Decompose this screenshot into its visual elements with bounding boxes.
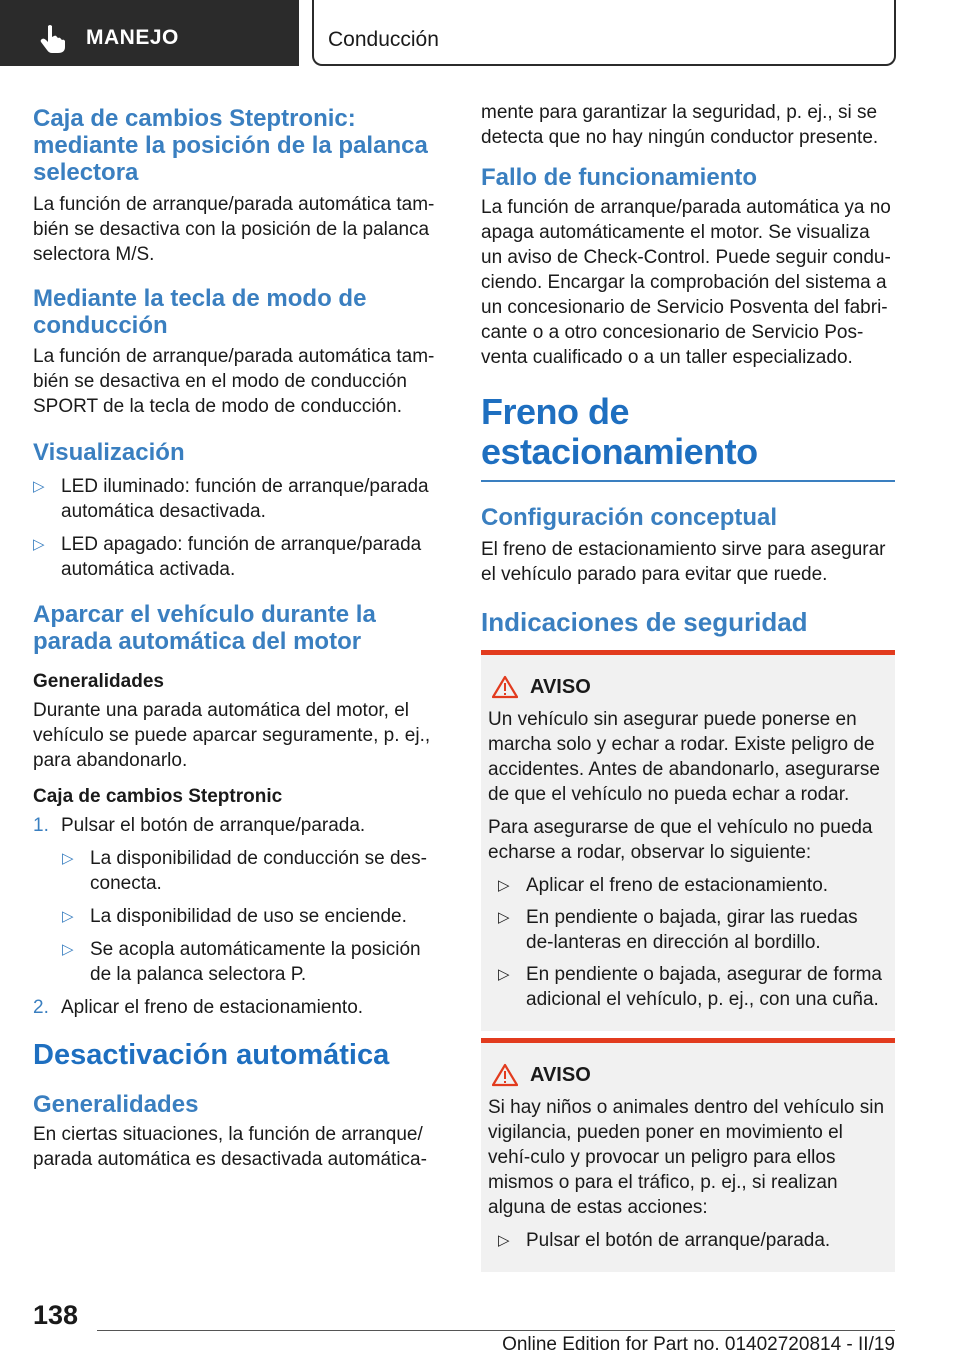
paragraph-continued: mente para garantizar la seguridad, p. ej., si se detecta que no hay ningún conductor presente.	[481, 102, 879, 148]
edition-note: Online Edition for Part no. 01402720814 - II/19	[502, 1334, 895, 1355]
warning-triangle-icon	[492, 675, 518, 699]
hand-pointer-icon	[40, 24, 66, 54]
paragraph-concept: El freno de estacionamiento sirve para asegurar el vehículo parado para evitar que ruede.	[481, 539, 886, 585]
heading-steptronic-selector: Caja de cambios Steptronic: mediante la posición de la palanca selectora	[33, 105, 428, 186]
page-number: 138	[33, 1300, 79, 1330]
right-column	[481, 100, 895, 636]
list-item: ▷ LED apagado: función de arranque/parada automática activada.	[33, 532, 435, 582]
warning-paragraph: Si hay niños o animales dentro del vehículo sin vigilancia, pueden poner en movimiento el vehí-culo y provocar un peligro para ellos mismos o para el tráfico, p. ej., si realizan alguna de estas acciones:	[488, 1097, 885, 1218]
warning-triangle-icon	[492, 1063, 518, 1087]
footer-divider	[97, 1330, 895, 1331]
paragraph-general: Durante una parada automática del motor, el vehículo se puede aparcar seguramente, p. ej., para abandonarlo.	[33, 700, 431, 771]
list-item: ▷ Pulsar el botón de arranque/parada.	[498, 1228, 888, 1253]
list-item: ▷ La disponibilidad de conducción se des-conecta.	[62, 846, 435, 896]
chapter-tab[interactable]	[0, 0, 299, 66]
paragraph-general-2: En ciertas situaciones, la función de arranque/ parada automática es desactivada automática-	[33, 1124, 427, 1170]
section-header	[312, 0, 896, 66]
warning-title: AVISO	[530, 1063, 591, 1086]
heading-automatic-deactivation: Desactivación automática	[33, 1039, 390, 1071]
subheading-steptronic: Caja de cambios Steptronic	[33, 786, 283, 807]
list-item: ▷ La disponibilidad de uso se enciende.	[62, 904, 435, 929]
heading-drive-mode-key: Mediante la tecla de modo de conducción	[33, 285, 367, 339]
warning-paragraph: Un vehículo sin asegurar puede ponerse en marcha solo y echar a rodar. Existe peligro de accidentes. Antes de abandonarlo, asegurarse de que el vehículo no pueda echar a rodar.	[488, 709, 880, 805]
heading-parking-brake: Freno de estacionamiento	[481, 392, 895, 482]
heading-parking-during-stop: Aparcar el vehículo durante la parada automática del motor	[33, 601, 376, 655]
chapter-label: MANEJO	[86, 26, 179, 49]
step-1	[33, 813, 435, 838]
left-column	[33, 100, 435, 1172]
paragraph-malfunction: La función de arranque/parada automática ya no apaga automáticamente el motor. Se visualiza un aviso de Check-Control. Puede seguir condu-ciendo. Encargar la comprobación del sistema a un concesionario de Servicio Posventa del fabri-cante o a otro concesionario de Servicio Pos-venta cualificado o a un taller especializado.	[481, 197, 891, 368]
step-number: 2.	[33, 997, 49, 1018]
warning-title: AVISO	[530, 675, 591, 698]
heading-display: Visualización	[33, 439, 185, 466]
paragraph-drive-mode-key: La función de arranque/parada automática tam-bién se desactiva en el modo de conducción SPORT de la tecla de modo de conducción.	[33, 346, 435, 417]
paragraph-steptronic-selector: La función de arranque/parada automática tam-bién se desactiva con la posición de la palanca selectora M/S.	[33, 194, 435, 265]
warning-box	[481, 1038, 895, 1272]
list-item: ▷ En pendiente o bajada, girar las ruedas de-lanteras en dirección al bordillo.	[498, 905, 888, 955]
step-text: Aplicar el freno de estacionamiento.	[61, 997, 364, 1018]
step-number: 1.	[33, 815, 49, 836]
list-item: ▷ Aplicar el freno de estacionamiento.	[498, 873, 888, 898]
warning-header	[488, 675, 888, 699]
warning-box	[481, 650, 895, 1031]
list-item: ▷ Se acopla automáticamente la posición de la palanca selectora P.	[62, 937, 435, 987]
step-text: Pulsar el botón de arranque/parada.	[61, 815, 366, 836]
heading-general-2: Generalidades	[33, 1091, 199, 1118]
subheading-general: Generalidades	[33, 671, 164, 692]
heading-concept: Configuración conceptual	[481, 504, 778, 531]
step-2	[33, 995, 435, 1020]
section-title: Conducción	[328, 28, 439, 51]
warning-header	[488, 1063, 888, 1087]
list-item: ▷ En pendiente o bajada, asegurar de forma adicional el vehículo, p. ej., con una cuña.	[498, 962, 888, 1012]
warning-paragraph: Para asegurarse de que el vehículo no pueda echarse a rodar, observar lo siguiente:	[488, 817, 873, 863]
heading-malfunction: Fallo de funcionamiento	[481, 164, 758, 191]
list-item: ▷ LED iluminado: función de arranque/parada automática desactivada.	[33, 474, 435, 524]
heading-safety-notes: Indicaciones de seguridad	[481, 607, 808, 637]
